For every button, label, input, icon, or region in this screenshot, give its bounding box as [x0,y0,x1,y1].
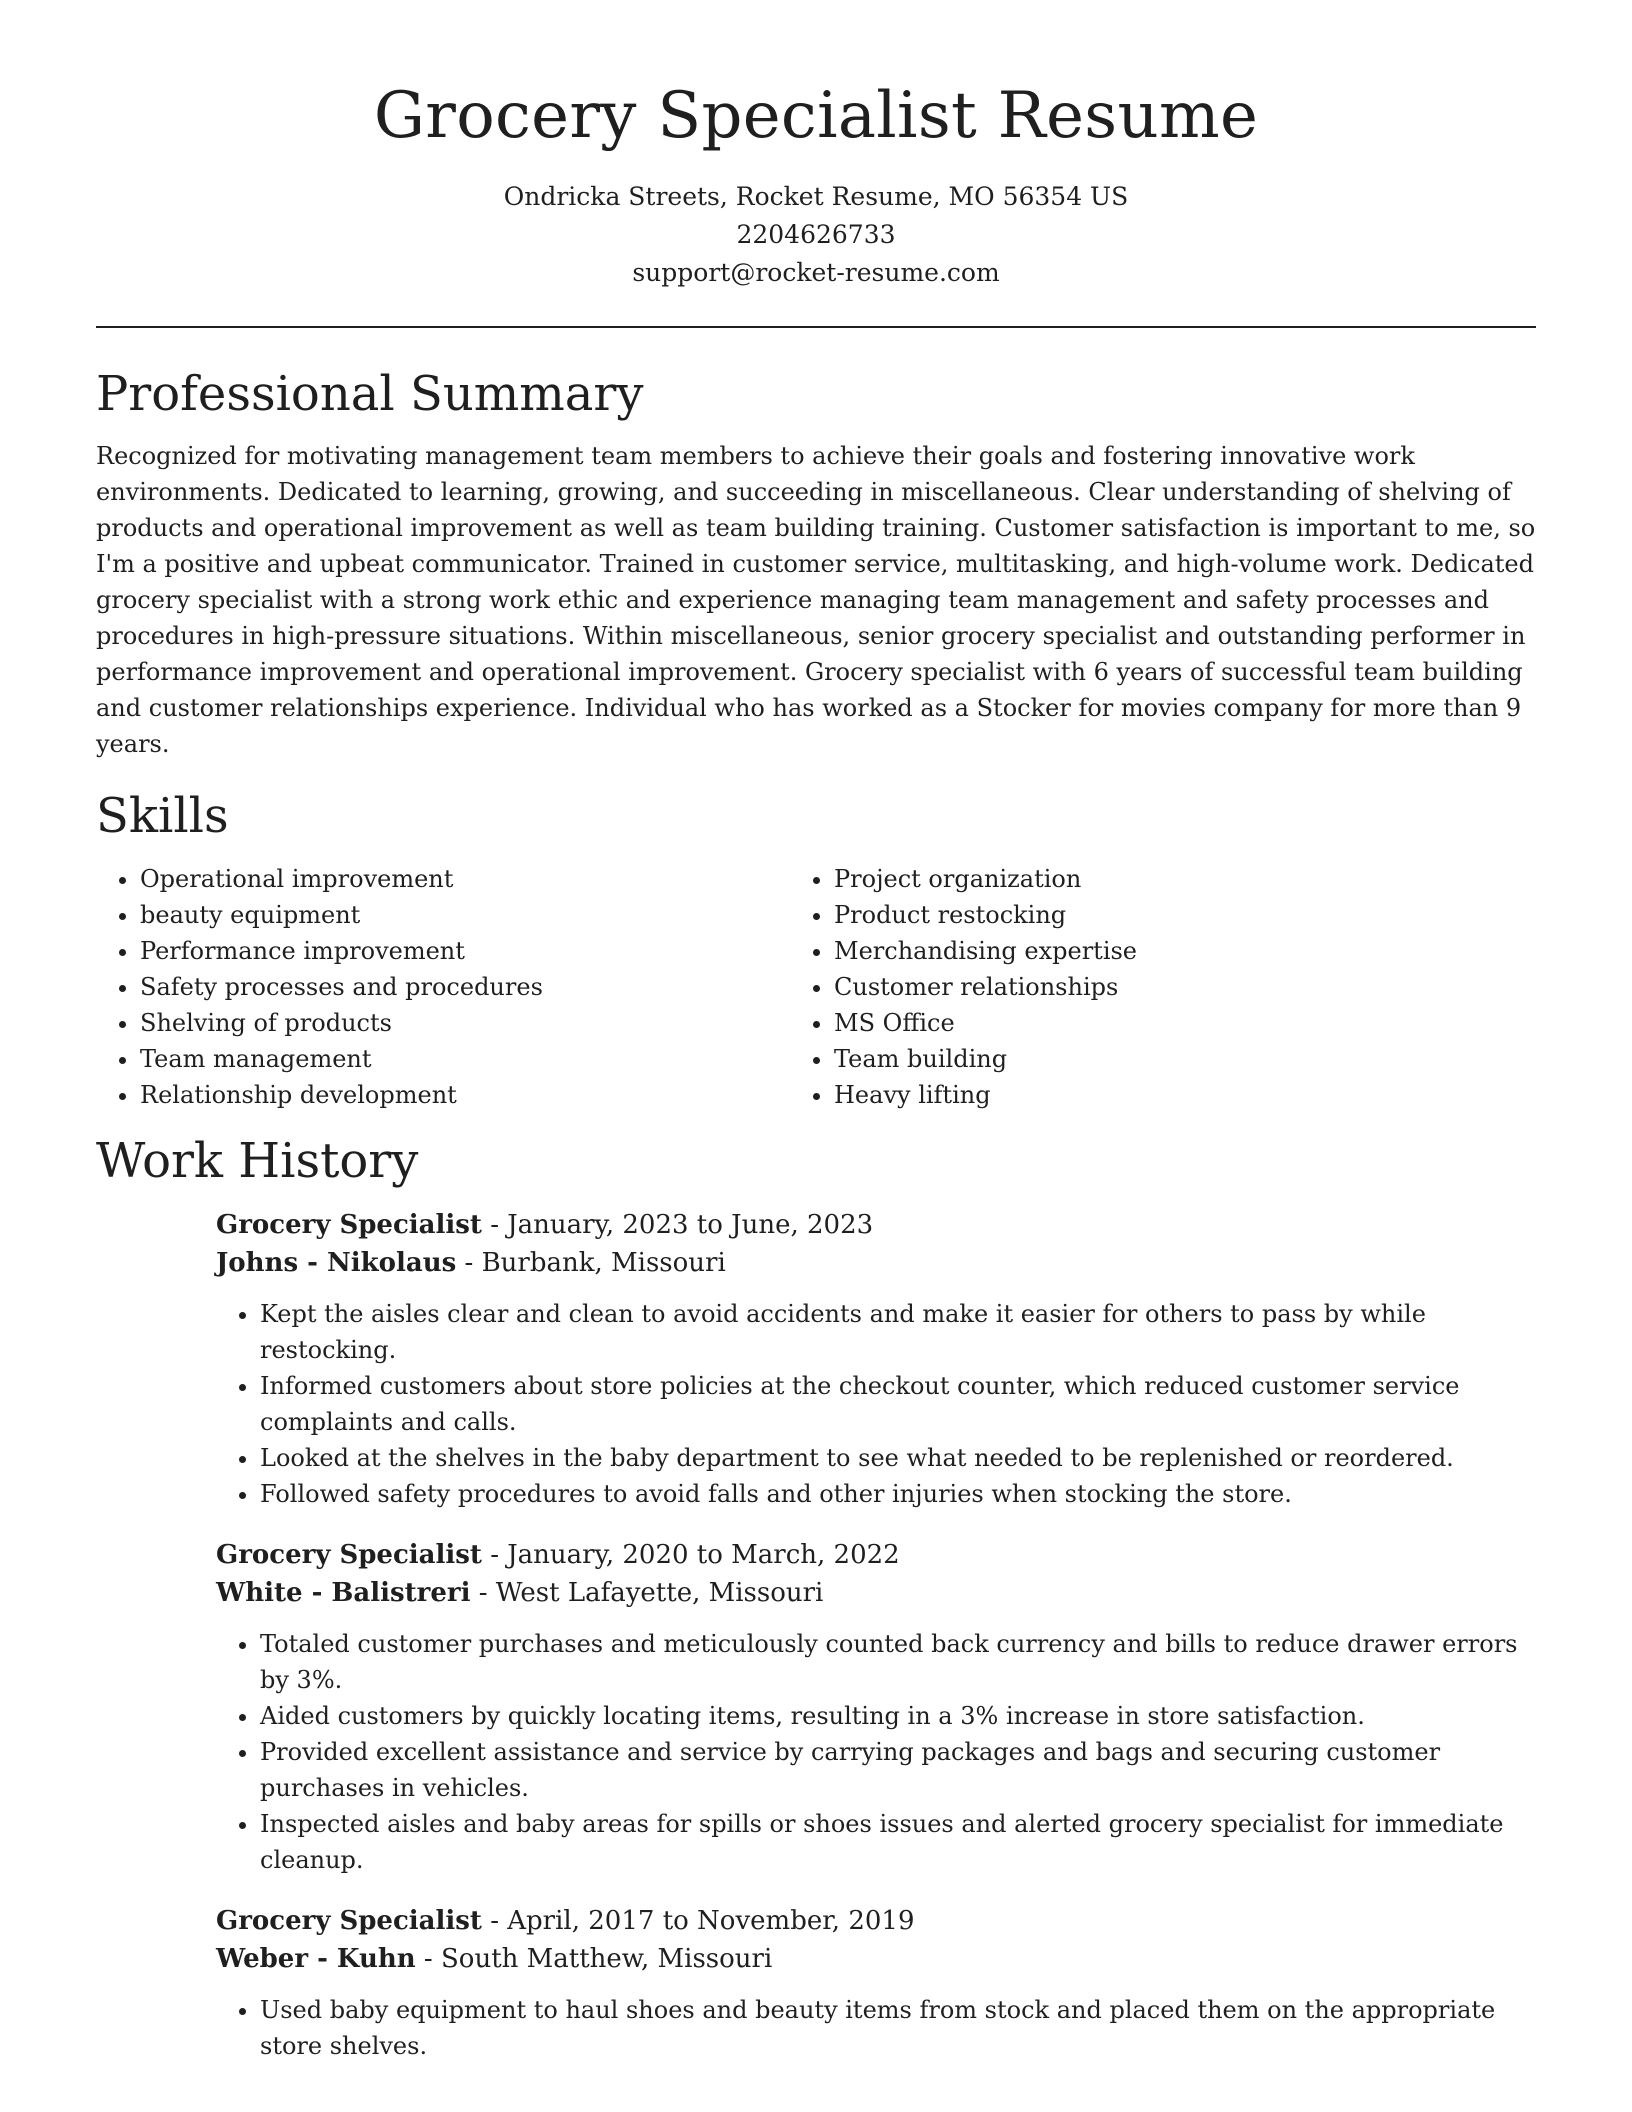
job-company-line [216,1940,1536,1978]
job-entry [216,1206,1536,1512]
skill-item: • Team building [834,1041,1484,1077]
job-company: White - Balistreri [216,1577,471,1608]
job-dates: - January, 2023 to June, 2023 [481,1209,874,1240]
job-bullet: • Used baby equipment to haul shoes and beauty items from stock and placed them on the appropriate store shelves. [260,1992,1536,2064]
job-company-line [216,1244,1536,1282]
jobs-list [216,1206,1536,2064]
job-location: - West Lafayette, Missouri [470,1577,824,1608]
work-history-heading: Work History [96,1133,419,1190]
job-title-line [216,1536,1536,1574]
header-divider [96,326,1536,328]
contact-email: support@rocket-resume.com [632,257,1000,287]
skill-item: • Heavy lifting [834,1077,1484,1113]
skill-item: • Safety processes and procedures [140,969,790,1005]
work-history-section [96,1135,1536,2064]
job-title: Grocery Specialist [216,1209,482,1240]
job-company: Weber - Kuhn [216,1943,416,1974]
skill-item: • Project organization [834,861,1484,897]
skill-item: • Merchandising expertise [834,933,1484,969]
skill-item: • Relationship development [140,1077,790,1113]
job-bullets [216,1992,1536,2064]
job-location: - Burbank, Missouri [456,1247,726,1278]
job-location: - South Matthew, Missouri [415,1943,773,1974]
skill-item: • beauty equipment [140,897,790,933]
skills-list-left [96,861,790,1113]
skill-item: • Customer relationships [834,969,1484,1005]
job-bullet: • Followed safety procedures to avoid falls and other injuries when stocking the store. [260,1476,1536,1512]
job-dates: - January, 2020 to March, 2022 [481,1539,900,1570]
job-entry [216,1536,1536,1878]
job-bullet: • Kept the aisles clear and clean to avoid accidents and make it easier for others to pass by while restocking. [260,1296,1536,1368]
resume-title: Grocery Specialist Resume [373,79,1259,153]
skill-item: • Shelving of products [140,1005,790,1041]
summary-section [96,365,1536,763]
skill-item: • MS Office [834,1005,1484,1041]
job-title-line [216,1206,1536,1244]
skills-grid [96,861,1536,1113]
job-company: Johns - Nikolaus [216,1247,457,1278]
job-bullet: • Aided customers by quickly locating items, resulting in a 3% increase in store satisfaction. [260,1698,1536,1734]
job-title-line [216,1902,1536,1940]
job-bullet: • Provided excellent assistance and service by carrying packages and bags and securing customer purchases in vehicles. [260,1734,1536,1806]
resume-header [96,80,1536,292]
job-bullet: • Informed customers about store policies at the checkout counter, which reduced customer service complaints and calls. [260,1368,1536,1440]
job-bullets [216,1626,1536,1878]
job-bullet: • Looked at the shelves in the baby department to see what needed to be replenished or reordered. [260,1440,1536,1476]
job-bullets [216,1296,1536,1512]
skills-heading: Skills [96,788,229,845]
contact-phone: 2204626733 [736,219,896,249]
skills-list-right [790,861,1484,1113]
job-title: Grocery Specialist [216,1539,482,1570]
job-dates: - April, 2017 to November, 2019 [481,1905,915,1936]
job-bullet: • Inspected aisles and baby areas for spills or shoes issues and alerted grocery specialist for immediate cleanup. [260,1806,1536,1878]
summary-heading: Professional Summary [96,365,644,422]
skills-section [96,790,1536,1113]
skill-item: • Product restocking [834,897,1484,933]
job-bullet: • Totaled customer purchases and meticulously counted back currency and bills to reduce drawer errors by 3%. [260,1626,1536,1698]
summary-text: Recognized for motivating management team members to achieve their goals and fostering innovative work environments. Dedicated to learning, growing, and succeeding in miscellaneous. Clear understanding of shelving of products and operational improvement as well as team building training. Customer satisfaction is important to me, so I'm a positive and upbeat communicator. Trained in customer service, multitasking, and high-volume work. Dedicated grocery specialist with a strong work ethic and experience managing team management and safety processes and procedures in high-pressure situations. Within miscellaneous, senior grocery specialist and outstanding performer in performance improvement and operational improvement. Grocery specialist with 6 years of successful team building and customer relationships experience. Individual who has worked as a Stocker for movies company for more than 9 years. [96,442,1536,759]
skill-item: • Performance improvement [140,933,790,969]
job-title: Grocery Specialist [216,1905,482,1936]
contact-address: Ondricka Streets, Rocket Resume, MO 56354 US [503,181,1129,211]
skill-item: • Operational improvement [140,861,790,897]
skill-item: • Team management [140,1041,790,1077]
job-entry [216,1902,1536,2064]
job-company-line [216,1574,1536,1612]
